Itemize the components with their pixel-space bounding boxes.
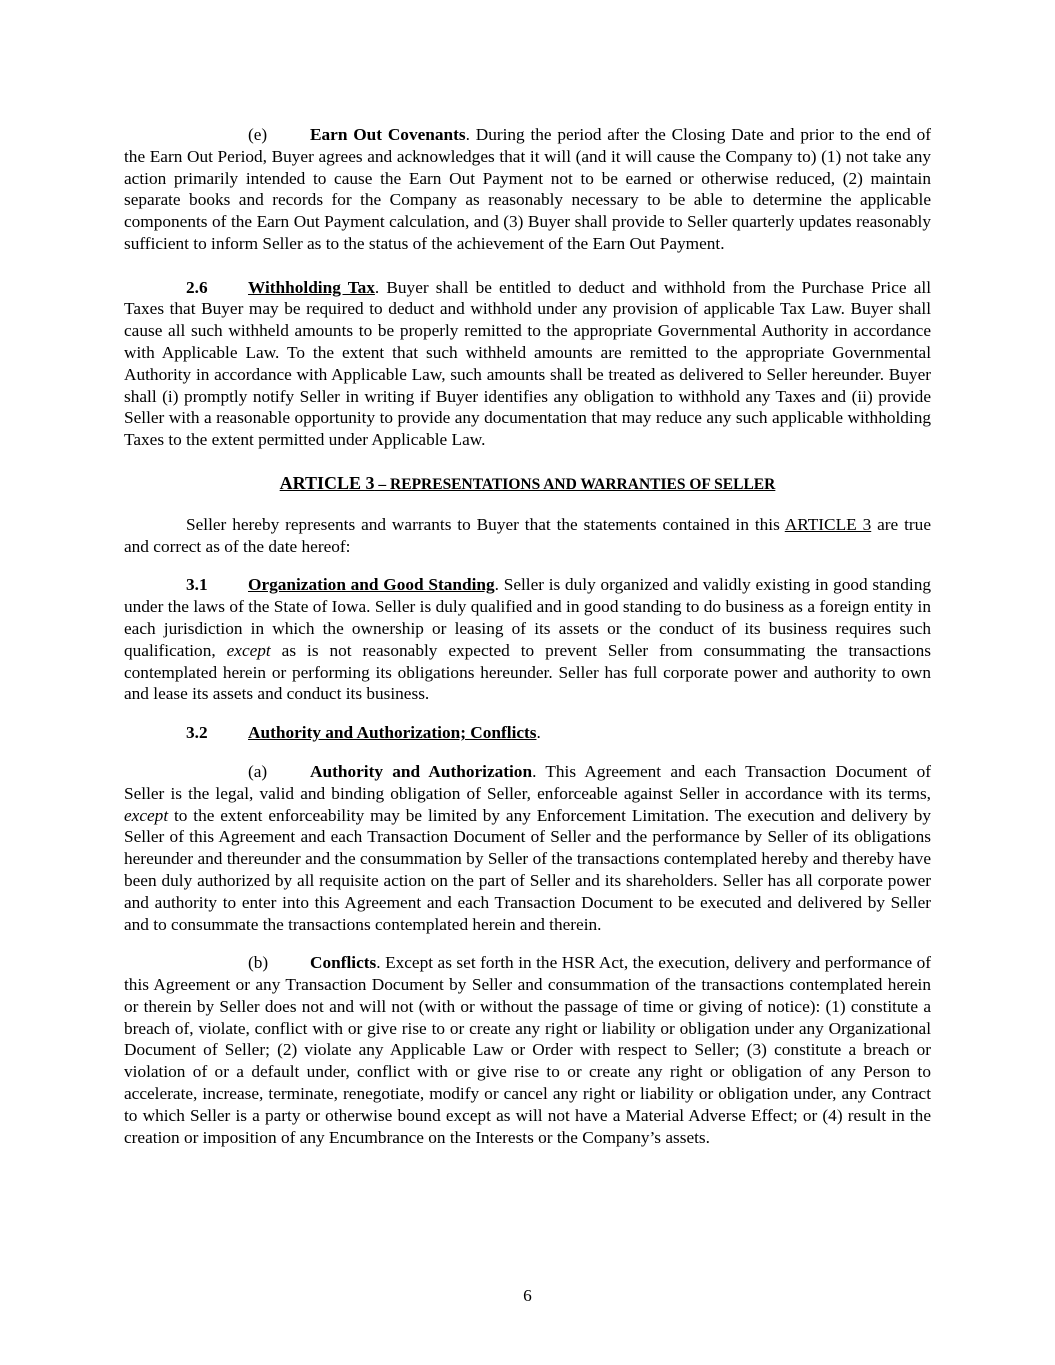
paragraph-italic-text: except [226, 640, 271, 660]
paragraph-text: . Buyer shall be entitled to deduct and withhold from the Purchase Price all Taxes that Buyer may be required to deduct and withhold under any provision of applicable Tax Law. Buyer shall cause all such withheld amounts to be properly remitted to the appropriate Governmental Authority in accordance with Applicable Law. To the extent that such withheld amounts are remitted to the appropriate Governmental Authority in accordance with Applicable Law, such amounts shall be treated as delivered to Seller hereunder. Buyer shall (i) promptly notify Seller in writing if Buyer identifies any obligation to withhold any Taxes and (ii) provide Seller with a reasonable opportunity to provide any documentation that may reduce any such applicable withholding Taxes to the extent permitted under Applicable Law. [124, 277, 931, 450]
article-title-main: ARTICLE 3 [279, 473, 375, 494]
paragraph-text: as is not reasonably expected to prevent Seller from consummating the transactions contemplated herein or performing its obligations hereunder. Seller has full corporate power and authority to own and lease its assets and conduct its business. [124, 640, 931, 704]
section-heading: Organization and Good Standing [248, 575, 495, 595]
section-heading: Authority and Authorization; Conflicts [248, 723, 537, 743]
subsection-heading: Authority and Authorization [310, 761, 533, 781]
paragraph-article-intro [124, 514, 931, 558]
heading-period: . [536, 723, 541, 743]
paragraph-conflicts [124, 952, 931, 1148]
paragraph-withholding-tax [124, 277, 931, 451]
paragraph-authority-conflicts-heading [124, 722, 931, 744]
document-body [124, 124, 931, 1148]
paragraph-earn-out-covenants [124, 124, 931, 255]
subsection-label: (e) [248, 125, 268, 144]
paragraph-text: . Except as set forth in the HSR Act, the execution, delivery and performance of this Agreement or any Transaction Document by Seller and consummation of the transactions contemplated herein or therein by Seller does not and will not (with or without the passage of time or giving of notice): (1) constitute a breach of, violate, conflict with or give rise to or create any right or liability or obligation under any Organizational Document of Seller; (2) violate any Applicable Law or Order with respect to Seller; (3) constitute a breach or violation of or a default under, conflict with or give rise to or create any right or obligation of any Person to accelerate, increase, terminate, renegotiate, modify or cancel any right or liability or obligation under, any Contract to which Seller is a party or otherwise bound except as will not have a Material Adverse Effect; or (4) result in the creation or imposition of any Encumbrance on the Interests or the Company’s assets. [124, 953, 931, 1147]
paragraph-text: to the extent enforceability may be limited by any Enforcement Limitation. The execution and delivery by Seller of this Agreement and each Transaction Document of Seller and the performance by Seller of its obligations hereunder and thereunder and the consummation by Seller of the transactions contemplated hereby and thereby have been duly authorized by all requisite action on the part of Seller and its shareholders. Seller has all corporate power and authority to enter into this Agreement and each Transaction Document to be executed and delivered by Seller and to consummate the transactions contemplated herein and therein. [124, 805, 931, 934]
article-title-rest: – REPRESENTATIONS AND WARRANTIES OF SELLER [374, 476, 776, 494]
paragraph-authority-authorization [124, 761, 931, 935]
paragraph-text: Seller hereby represents and warrants to Buyer that the statements contained in this [186, 514, 785, 534]
subsection-heading: Conflicts [310, 953, 377, 973]
section-number: 2.6 [186, 277, 208, 297]
paragraph-italic-text: except [124, 805, 169, 825]
subsection-label: (b) [248, 953, 269, 973]
section-number: 3.2 [186, 723, 208, 743]
article-cross-reference: ARTICLE 3 [784, 514, 872, 534]
paragraph-text: are true and correct as of the date hereof: [124, 514, 931, 556]
paragraph-text: . Seller is duly organized and validly existing in good standing under the laws of the State of Iowa. Seller is duly qualified and in good standing to do business as a foreign entity in each jurisdiction in which the ownership or leasing of its assets or the conduct of its business requires such qualification, [124, 575, 931, 660]
subsection-label: (a) [248, 761, 268, 781]
subsection-heading: Earn Out Covenants [310, 125, 466, 144]
section-number: 3.1 [186, 575, 208, 595]
section-heading: Withholding Tax [248, 277, 375, 297]
page-number: 6 [523, 1286, 532, 1305]
paragraph-text: . During the period after the Closing Date and prior to the end of the Earn Out Period, Buyer agrees and acknowledges that it will (and it will cause the Company to) (1) not take any action primarily intended to cause the Earn Out Payment not to be earned or otherwise reduced, (2) maintain separate books and records for the Company as reasonably necessary to be able to determine the applicable components of the Earn Out Payment calculation, and (3) Buyer shall provide to Seller quarterly updates reasonably sufficient to inform Seller as to the status of the achievement of the Earn Out Payment. [124, 125, 931, 253]
paragraph-organization-good-standing [124, 574, 931, 705]
paragraph-text: . This Agreement and each Transaction Document of Seller is the legal, valid and binding obligation of Seller, enforceable against Seller in accordance with its terms, [124, 761, 931, 803]
article-heading [124, 473, 931, 496]
